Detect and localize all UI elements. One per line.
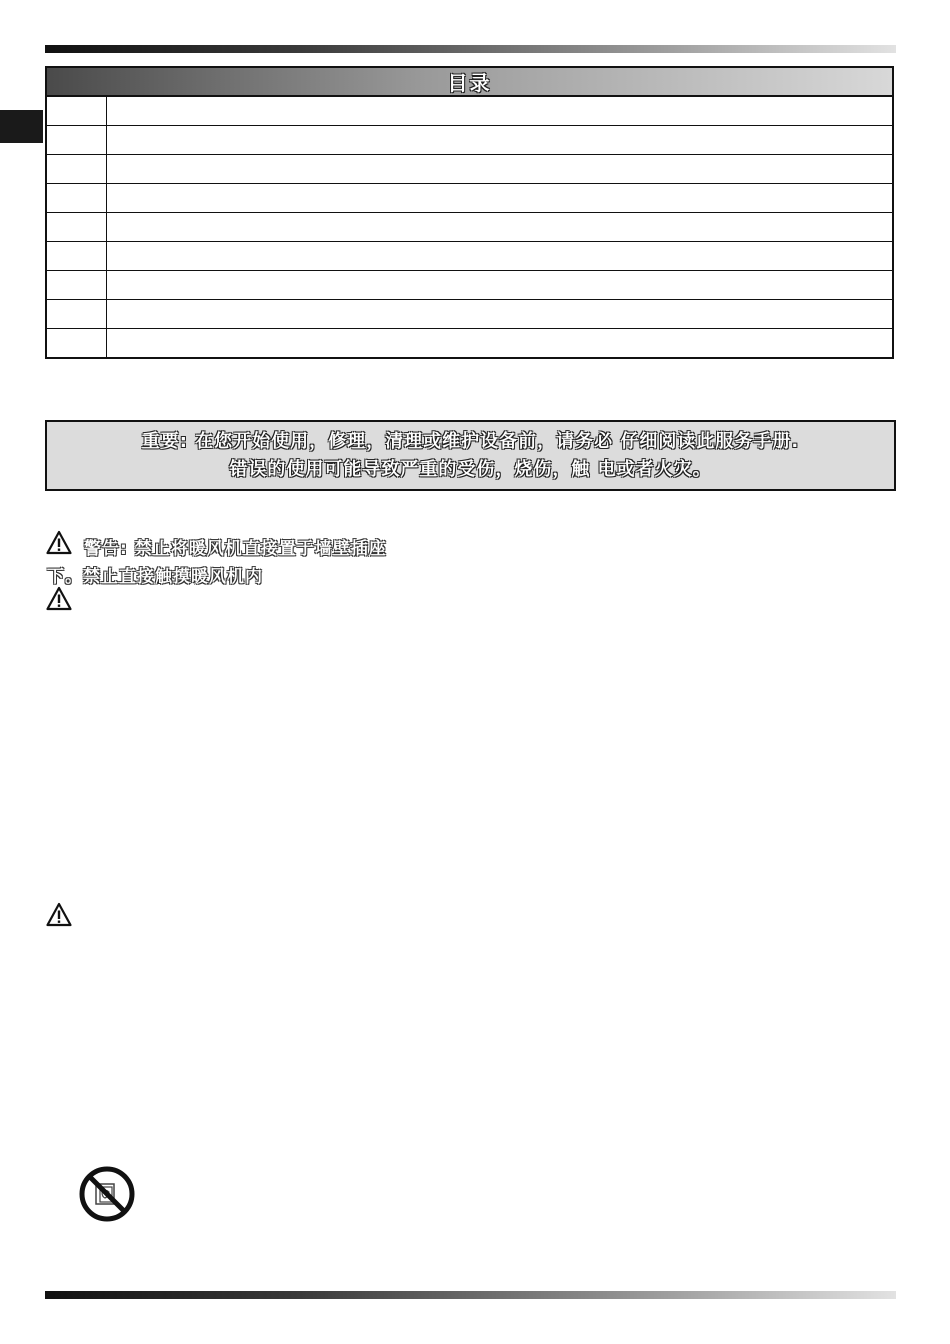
- toc-row-text: [107, 213, 892, 241]
- footer-rule: [45, 1291, 896, 1299]
- toc-row-text: [107, 329, 892, 357]
- warning-triangle-icon: [46, 586, 72, 611]
- toc-row-number: [47, 329, 107, 357]
- toc-row: [47, 126, 892, 155]
- toc-row-number: [47, 97, 107, 125]
- toc-row-text: [107, 184, 892, 212]
- toc-row-number: [47, 126, 107, 154]
- toc-row-number: [47, 213, 107, 241]
- toc-row: [47, 271, 892, 300]
- toc-row-number: [47, 184, 107, 212]
- toc-row-number: [47, 271, 107, 299]
- important-notice-box: [45, 420, 896, 491]
- toc-row-text: [107, 155, 892, 183]
- warning-text-line-1: 警告: 禁止将暖风机直接置于墙壁插座: [84, 539, 387, 559]
- warning-triangle-icon: [46, 902, 72, 927]
- table-of-contents: [45, 66, 894, 359]
- header-rule: [45, 45, 896, 53]
- section-tab-marker: [0, 110, 43, 143]
- toc-row: [47, 213, 892, 242]
- warning-triangle-icon: [46, 530, 72, 555]
- toc-header: [47, 68, 892, 97]
- warning-text-line-2: 下。禁止直接触摸暖风机内: [47, 567, 263, 587]
- toc-row-text: [107, 126, 892, 154]
- toc-row: [47, 184, 892, 213]
- toc-row: [47, 300, 892, 329]
- toc-row-text: [107, 300, 892, 328]
- important-notice-line-2: 错误的使用可能导致严重的受伤，烧伤，触 电或者火灾。: [229, 458, 712, 480]
- important-notice-line-1: 重要: 在您开始使用，修理，清理或维护设备前，请务必 仔细阅读此服务手册.: [141, 430, 800, 452]
- toc-title: 目录: [447, 71, 492, 95]
- toc-row-number: [47, 155, 107, 183]
- toc-row: [47, 329, 892, 357]
- toc-row-number: [47, 300, 107, 328]
- toc-row-text: [107, 271, 892, 299]
- toc-row: [47, 97, 892, 126]
- toc-row: [47, 155, 892, 184]
- toc-row-number: [47, 242, 107, 270]
- no-touch-icon: [78, 1165, 136, 1223]
- toc-row-text: [107, 242, 892, 270]
- toc-row-text: [107, 97, 892, 125]
- toc-row: [47, 242, 892, 271]
